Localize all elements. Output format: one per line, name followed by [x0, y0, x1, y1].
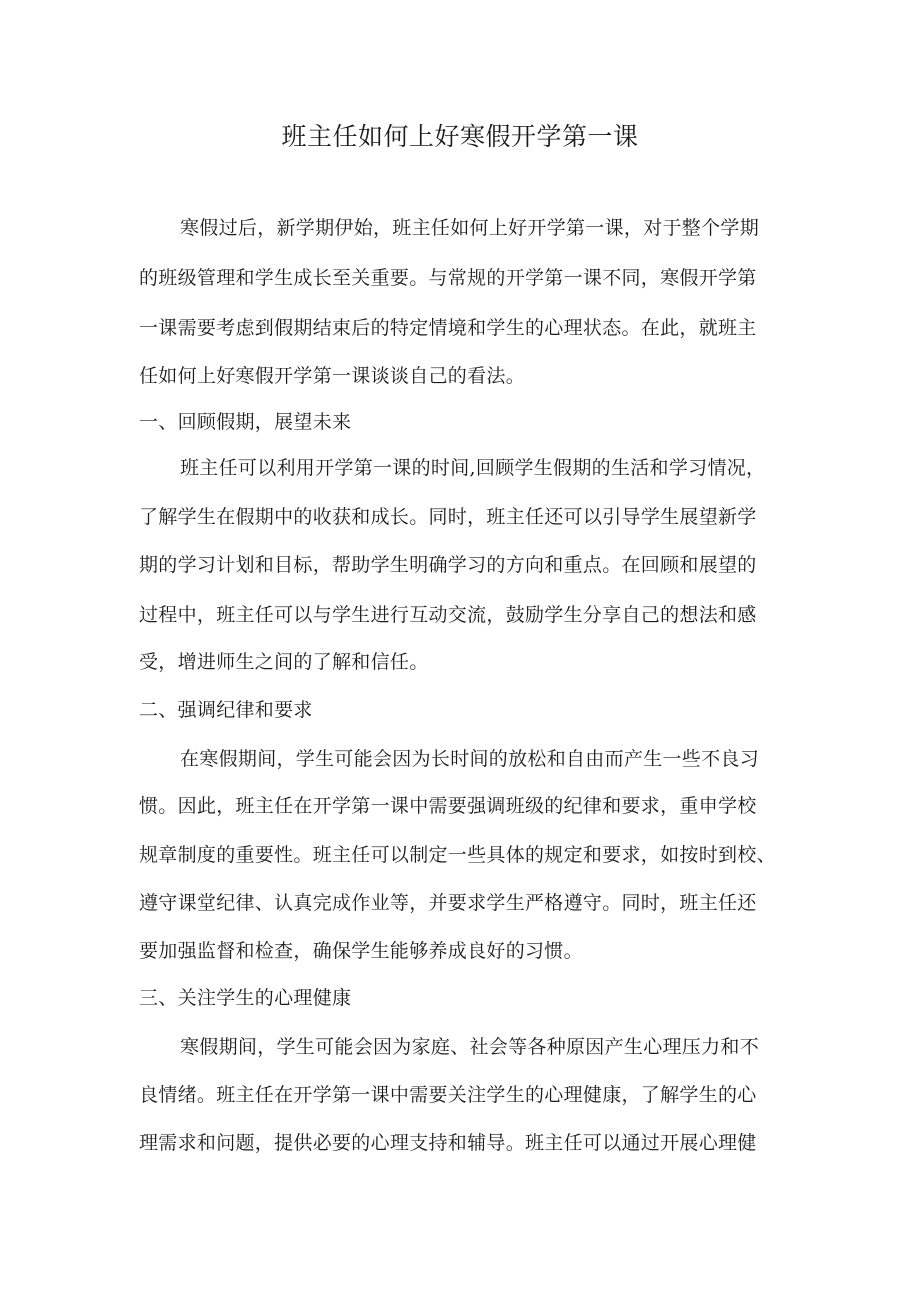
paragraph-line: 任如何上好寒假开学第一课谈谈自己的看法。 — [139, 365, 526, 387]
paragraph-line: 要加强监督和检查，确保学生能够养成良好的习惯。 — [139, 940, 583, 962]
paragraph-line: 遵守课堂纪律、认真完成作业等，并要求学生严格遵守。同时，班主任还 — [139, 892, 757, 914]
paragraph-line: 理需求和问题，提供必要的心理支持和辅导。班主任可以通过开展心理健 — [139, 1132, 757, 1154]
paragraph-line: 期的学习计划和目标，帮助学生明确学习的方向和重点。在回顾和展望的 — [139, 554, 757, 576]
paragraph-line: 惯。因此，班主任在开学第一课中需要强调班级的纪律和要求，重申学校 — [139, 795, 757, 817]
paragraph-line: 良情绪。班主任在开学第一课中需要关注学生的心理健康，了解学生的心 — [139, 1084, 757, 1106]
paragraph-line: 一课需要考虑到假期结束后的特定情境和学生的心理状态。在此，就班主 — [139, 317, 757, 339]
document-title: 班主任如何上好寒假开学第一课 — [281, 122, 639, 151]
paragraph-line: 的班级管理和学生成长至关重要。与常规的开学第一课不同，寒假开学第 — [139, 267, 757, 289]
paragraph-line: 过程中，班主任可以与学生进行互动交流，鼓励学生分享自己的想法和感 — [139, 604, 757, 626]
section-heading: 一、回顾假期，展望未来 — [139, 411, 352, 433]
paragraph-line: 寒假过后，新学期伊始，班主任如何上好开学第一课，对于整个学期 — [180, 217, 760, 239]
paragraph-line: 规章制度的重要性。班主任可以制定一些具体的规定和要求，如按时到校、 — [139, 844, 776, 866]
paragraph-line: 寒假期间，学生可能会因为家庭、社会等各种原因产生心理压力和不 — [180, 1036, 760, 1058]
section-heading: 三、关注学生的心理健康 — [139, 987, 352, 1009]
paragraph-line: 受，增进师生之间的了解和信任。 — [139, 651, 429, 673]
section-heading: 二、强调纪律和要求 — [139, 699, 313, 721]
paragraph-line: 在寒假期间，学生可能会因为长时间的放松和自由而产生一些不良习 — [180, 748, 760, 770]
paragraph-line: 班主任可以利用开学第一课的时间,回顾学生假期的生活和学习情况， — [180, 457, 766, 479]
paragraph-line: 了解学生在假期中的收获和成长。同时，班主任还可以引导学生展望新学 — [139, 506, 757, 528]
